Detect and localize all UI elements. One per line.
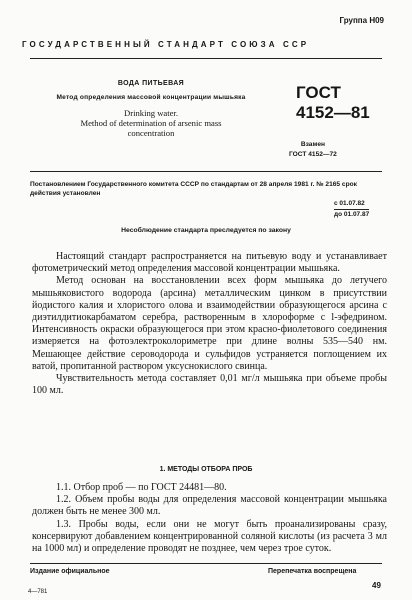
section-paragraph-1-2: 1.2. Объем пробы воды для определения массовой концентрации мышьяка должен быть не менее 300 мл. — [32, 494, 387, 518]
print-code: 4—781 — [28, 589, 48, 595]
valid-from: с 01.07.82 — [334, 199, 369, 210]
official-edition: Издание официальное — [30, 568, 110, 575]
decree-text: Постановлением Государственного комитета СССР по стандартам от 28 апреля 1981 г. № 2165 срок действия установлен — [30, 181, 357, 197]
valid-to: до 01.07.87 — [334, 211, 370, 218]
replaces-value: ГОСТ 4152—72 — [289, 151, 337, 158]
en-title — [26, 108, 276, 138]
standard-header: ГОСУДАРСТВЕННЫЙ СТАНДАРТ СОЮЗА ССР — [22, 40, 310, 49]
title-rule — [30, 171, 382, 172]
paragraph-sensitivity: Чувствительность метода составляет 0,01 мг/л мышьяка при объеме пробы 100 мл. — [32, 373, 387, 397]
page-number: 49 — [372, 581, 381, 590]
paragraph-method: Метод основан на восстановлении всех форм мышьяка до летучего мышьяковистого водорода (арсина) металлическим цинком в присутствии йодистого калия и хлористого олова и взаимодействии образующегося арсина с диэтилдитиокарбаматом серебра, растворенным в хлороформе с l-эфедрином. Интенсивность окраски образующегося при этом красно-фиолетового соединения измеряется на фотоэлектроколориметре при длине волны 535—540 нм. Мешающее действие сероводорода и сульфидов устраняется поглощением их ватой, пропитанной раствором уксуснокислого свинца. — [32, 275, 387, 372]
gost-code: 4152—81 — [296, 103, 370, 122]
section-paragraph-1-3: 1.3. Пробы воды, если они не могут быть проанализированы сразу, консервируют добавлением концентрированной соляной кислоты (из расчета 3 мл на 1000 мл) и определение проводят не позднее, чем через трое суток. — [32, 518, 387, 555]
reprint-notice: Перепечатка воспрещена — [268, 568, 357, 575]
en-title-line-3: concentration — [127, 128, 175, 138]
group-label: Группа Н09 — [339, 16, 384, 25]
footer-rule — [30, 563, 382, 564]
replaces-label: Взамен — [300, 141, 325, 148]
title-block — [26, 80, 276, 138]
section-paragraphs — [32, 482, 387, 555]
legal-warning: Несоблюдение стандарта преследуется по закону — [121, 227, 291, 234]
gost-number — [296, 83, 370, 123]
header-rule — [30, 58, 382, 59]
section-paragraph-1-1: 1.1. Отбор проб — по ГОСТ 24481—80. — [56, 482, 227, 493]
gost-label: ГОСТ — [296, 83, 341, 102]
en-title-line-2: Method of determination of arsenic mass — [80, 118, 222, 128]
paragraph-scope: Настоящий стандарт распространяется на питьевую воду и устанавливает фотометрический метод определения массовой концентрации мышьяка. — [32, 251, 387, 275]
ru-subtitle: Метод определения массовой концентрации мышьяка — [56, 94, 246, 101]
en-title-line-1: Drinking water. — [124, 108, 178, 118]
replaces-block — [289, 140, 337, 160]
section-title: 1. МЕТОДЫ ОТБОРА ПРОБ — [159, 466, 253, 473]
validity-dates — [334, 199, 369, 220]
ru-title: ВОДА ПИТЬЕВАЯ — [117, 80, 185, 87]
intro-paragraphs — [32, 251, 387, 397]
